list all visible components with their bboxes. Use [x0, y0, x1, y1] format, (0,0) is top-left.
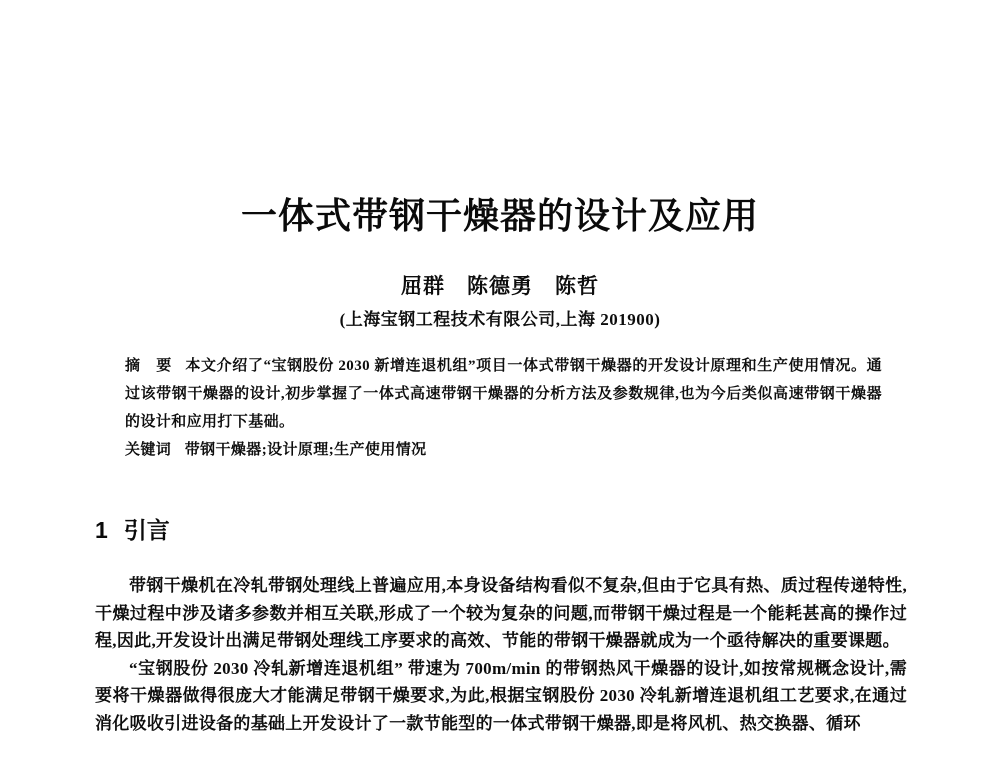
keywords-label: 关键词 — [125, 442, 172, 458]
abstract-block — [125, 352, 882, 464]
section-1-title: 引言 — [123, 517, 170, 543]
body-paragraph-1: 带钢干燥机在冷轧带钢处理线上普遍应用,本身设备结构看似不复杂,但由于它具有热、质过程传递特性,干燥过程中涉及诸多参数并相互关联,形成了一个较为复杂的问题,而带钢干燥过程是一个能耗甚高的操作过程,因此,开发设计出满足带钢处理线工序要求的高效、节能的带钢干燥器就成为一个亟待解决的重要课题。 — [95, 576, 907, 650]
abstract-label: 摘 要 — [125, 358, 172, 374]
keywords-line — [125, 436, 882, 464]
section-1-body — [95, 572, 907, 737]
paper-title: 一体式带钢干燥器的设计及应用 — [240, 195, 759, 236]
section-1-number: 1 — [95, 517, 108, 543]
abstract-text: 本文介绍了“宝钢股份 2030 新增连退机组”项目一体式带钢干燥器的开发设计原理和生产使用情况。通过该带钢干燥器的设计,初步掌握了一体式高速带钢干燥器的分析方法及参数规律,也为今后类似高速带钢干燥器的设计和应用打下基础。 — [125, 358, 883, 430]
body-paragraph-2: “宝钢股份 2030 冷轧新增连退机组” 带速为 700m/min 的带钢热风干燥器的设计,如按常规概念设计,需要将干燥器做得很庞大才能满足带钢干燥要求,为此,根据宝钢股份 2030 冷轧新增连退机组工艺要求,在通过消化吸收引进设备的基础上开发设计了一款节能型的一体式带钢干燥器,即是将风机、热交换器、循环 — [95, 658, 907, 733]
section-1-heading — [95, 512, 170, 545]
keywords-text: 带钢干燥器;设计原理;生产使用情况 — [184, 442, 427, 458]
abstract-paragraph — [125, 352, 882, 436]
author-line: 屈群 陈德勇 陈哲 — [401, 274, 599, 298]
affiliation-line: (上海宝钢工程技术有限公司,上海 201900) — [339, 310, 661, 329]
